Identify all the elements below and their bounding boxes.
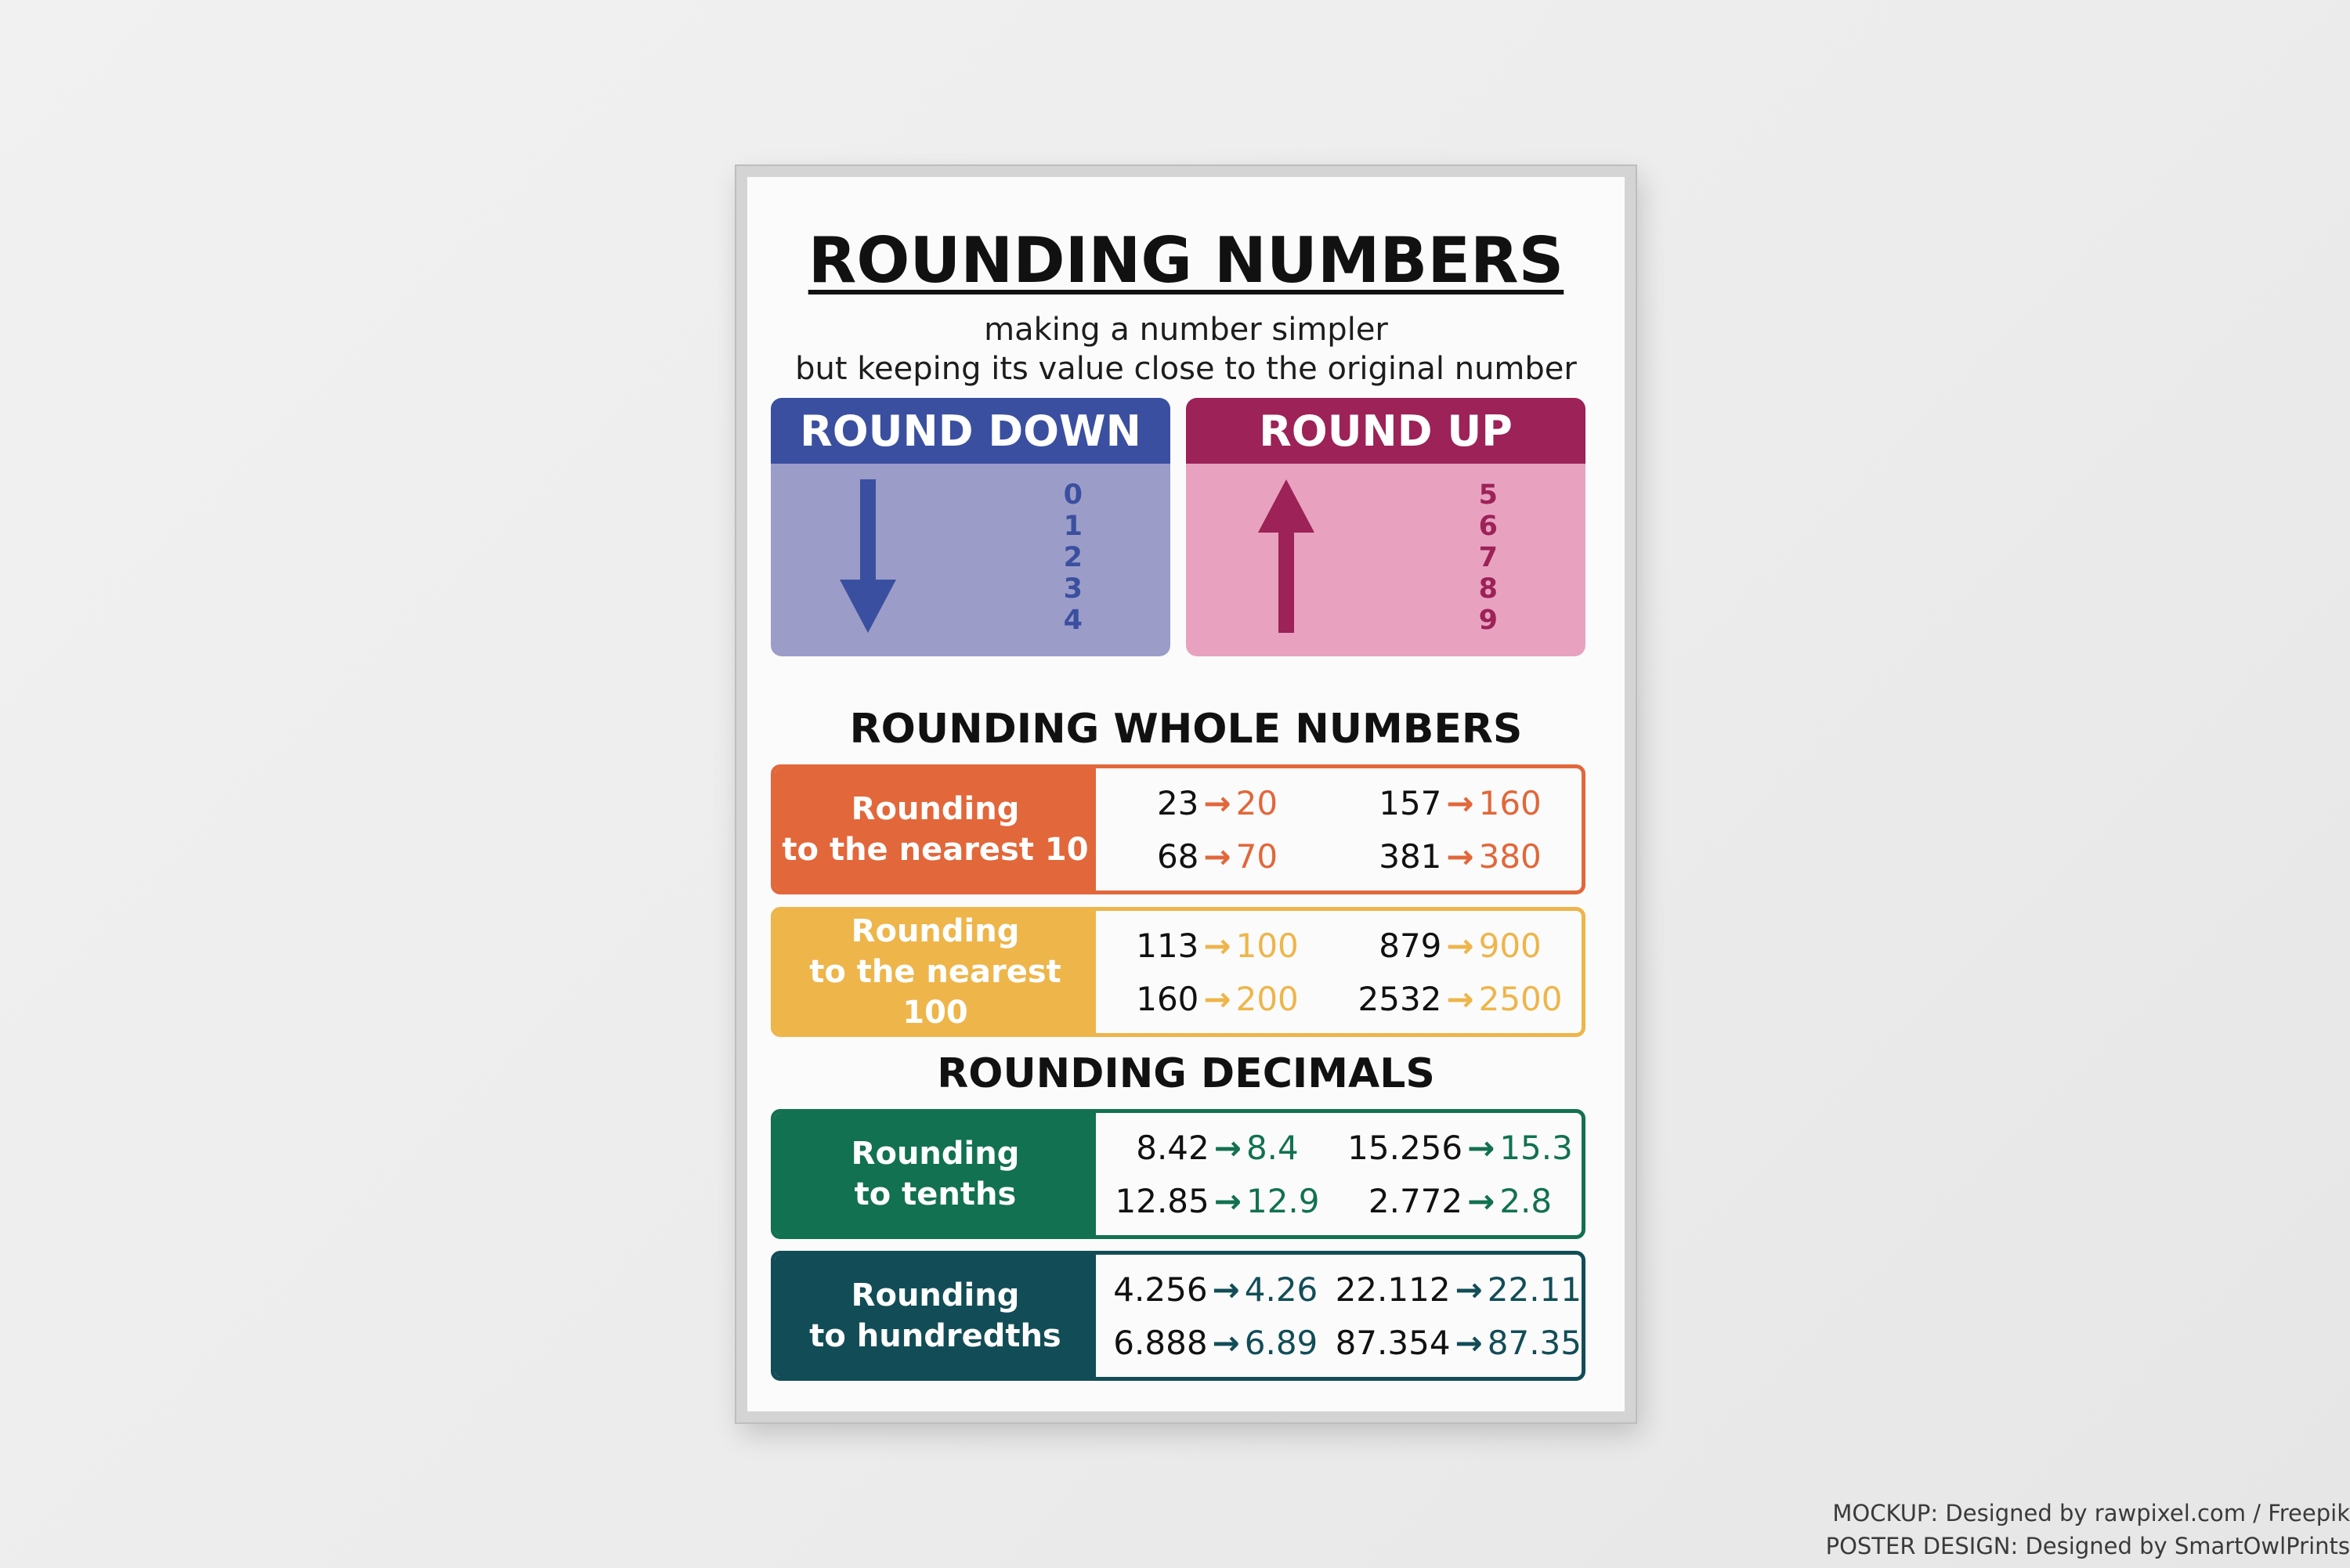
rounding-label-line2: to the nearest 100: [809, 954, 1061, 1031]
arrow-right-icon: →: [1203, 783, 1231, 822]
round-down-body: [771, 464, 1170, 656]
rounding-example: [1096, 927, 1339, 965]
rounding-group-label: [775, 768, 1096, 891]
poster: [747, 177, 1625, 1411]
rounding-label-line2: to the nearest 10: [782, 832, 1089, 868]
rounding-label-line1: Rounding: [851, 1277, 1020, 1313]
rounding-example: [1336, 1324, 1582, 1362]
rounding-example: [1339, 837, 1582, 876]
arrow-right-icon: →: [1467, 1128, 1495, 1167]
example-original: 87.354: [1335, 1323, 1451, 1362]
arrow-right-icon: →: [1213, 1128, 1242, 1167]
round-down-digits: [1064, 479, 1083, 636]
example-rounded: 2.8: [1499, 1181, 1553, 1220]
example-rounded: 380: [1478, 836, 1542, 876]
example-original: 6.888: [1113, 1323, 1208, 1362]
digit: 8: [1478, 573, 1498, 605]
arrow-right-icon: →: [1455, 1323, 1483, 1362]
example-rounded: 15.3: [1499, 1128, 1573, 1167]
example-rounded: 70: [1235, 836, 1278, 876]
example-original: 160: [1136, 979, 1199, 1018]
rounding-label-line2: to tenths: [854, 1176, 1017, 1212]
rounding-example: [1096, 784, 1339, 822]
digit: 2: [1063, 542, 1083, 573]
digit: 1: [1063, 511, 1083, 542]
round-down-label: ROUND DOWN: [771, 398, 1170, 464]
whole-numbers-heading: ROUNDING WHOLE NUMBERS: [849, 706, 1523, 753]
rounding-example: [1339, 927, 1582, 965]
example-original: 2.772: [1368, 1181, 1463, 1220]
digit: 0: [1063, 479, 1083, 511]
digit: 9: [1478, 605, 1498, 636]
poster-subtitle-line1: making a number simpler: [984, 312, 1388, 348]
digit: 6: [1478, 511, 1498, 542]
rounding-example: [1339, 980, 1582, 1018]
example-original: 879: [1379, 926, 1442, 965]
arrow-right-icon: →: [1446, 836, 1474, 876]
rounding-examples: [1096, 768, 1582, 891]
rounding-example: [1096, 1182, 1339, 1220]
example-rounded: 22.11: [1487, 1270, 1582, 1309]
rounding-nearest-100-box: [771, 907, 1585, 1037]
rounding-label-line2: to hundredths: [809, 1318, 1061, 1354]
arrow-right-icon: →: [1203, 979, 1231, 1018]
round-up-card: [1186, 398, 1585, 656]
arrow-right-icon: →: [1212, 1323, 1240, 1362]
example-rounded: 20: [1235, 783, 1278, 822]
example-rounded: 160: [1478, 783, 1542, 822]
poster-title: ROUNDING NUMBERS: [808, 224, 1564, 297]
digit: 7: [1478, 542, 1498, 573]
arrow-right-icon: →: [1203, 926, 1231, 965]
rounding-example: [1339, 1182, 1582, 1220]
round-up-label: ROUND UP: [1186, 398, 1585, 464]
round-down-card: [771, 398, 1170, 656]
example-original: 157: [1379, 783, 1442, 822]
round-up-body: [1186, 464, 1585, 656]
arrow-right-icon: →: [1446, 926, 1474, 965]
digit: 4: [1063, 605, 1083, 636]
example-rounded: 900: [1478, 926, 1542, 965]
poster-frame: [736, 166, 1636, 1422]
poster-subtitle-line2: but keeping its value close to the original number: [795, 351, 1577, 387]
rounding-label-line1: Rounding: [851, 1136, 1020, 1172]
example-original: 8.42: [1136, 1128, 1209, 1167]
example-rounded: 12.9: [1246, 1181, 1320, 1220]
mockup-credit: MOCKUP: Designed by rawpixel.com / Freepik: [1832, 1500, 2350, 1526]
rounding-example: [1096, 837, 1339, 876]
rounding-examples: [1096, 1113, 1582, 1235]
example-rounded: 2500: [1478, 979, 1563, 1018]
example-original: 4.256: [1113, 1270, 1208, 1309]
rounding-example: [1336, 1270, 1582, 1309]
example-rounded: 8.4: [1246, 1128, 1299, 1167]
example-original: 12.85: [1115, 1181, 1209, 1220]
example-rounded: 4.26: [1244, 1270, 1318, 1309]
example-original: 15.256: [1347, 1128, 1463, 1167]
rounding-tenths-box: [771, 1109, 1585, 1239]
digit: 3: [1063, 573, 1083, 605]
example-original: 23: [1156, 783, 1199, 822]
rounding-example: [1339, 1129, 1582, 1167]
round-up-digits: [1479, 479, 1498, 636]
example-original: 113: [1136, 926, 1199, 965]
rounding-examples: [1096, 1255, 1582, 1377]
decimals-heading: ROUNDING DECIMALS: [937, 1050, 1435, 1097]
example-original: 381: [1379, 836, 1442, 876]
rounding-example: [1339, 784, 1582, 822]
arrow-down-icon: [840, 479, 896, 633]
arrow-right-icon: →: [1467, 1181, 1495, 1220]
arrow-right-icon: →: [1212, 1270, 1240, 1309]
rounding-example: [1096, 1324, 1336, 1362]
arrow-right-icon: →: [1203, 836, 1231, 876]
example-rounded: 100: [1235, 926, 1299, 965]
rounding-example: [1096, 980, 1339, 1018]
arrow-right-icon: →: [1446, 783, 1474, 822]
example-original: 22.112: [1335, 1270, 1451, 1309]
digit: 5: [1478, 479, 1498, 511]
rounding-nearest-10-box: [771, 764, 1585, 894]
rounding-group-label: [775, 1113, 1096, 1235]
example-rounded: 87.35: [1487, 1323, 1582, 1362]
rounding-group-label: [775, 911, 1096, 1033]
example-original: 2532: [1358, 979, 1442, 1018]
rounding-examples: [1096, 911, 1582, 1033]
rounding-label-line1: Rounding: [851, 913, 1020, 949]
rounding-hundredths-box: [771, 1251, 1585, 1381]
rounding-example: [1096, 1270, 1336, 1309]
rounding-group-label: [775, 1255, 1096, 1377]
arrow-right-icon: →: [1455, 1270, 1483, 1309]
example-rounded: 6.89: [1244, 1323, 1318, 1362]
poster-design-credit: POSTER DESIGN: Designed by SmartOwlPrints: [1825, 1533, 2350, 1559]
arrow-right-icon: →: [1446, 979, 1474, 1018]
example-original: 68: [1156, 836, 1199, 876]
example-rounded: 200: [1235, 979, 1299, 1018]
rounding-label-line1: Rounding: [851, 791, 1020, 827]
arrow-right-icon: →: [1213, 1181, 1242, 1220]
arrow-up-icon: [1258, 479, 1314, 633]
rounding-example: [1096, 1129, 1339, 1167]
